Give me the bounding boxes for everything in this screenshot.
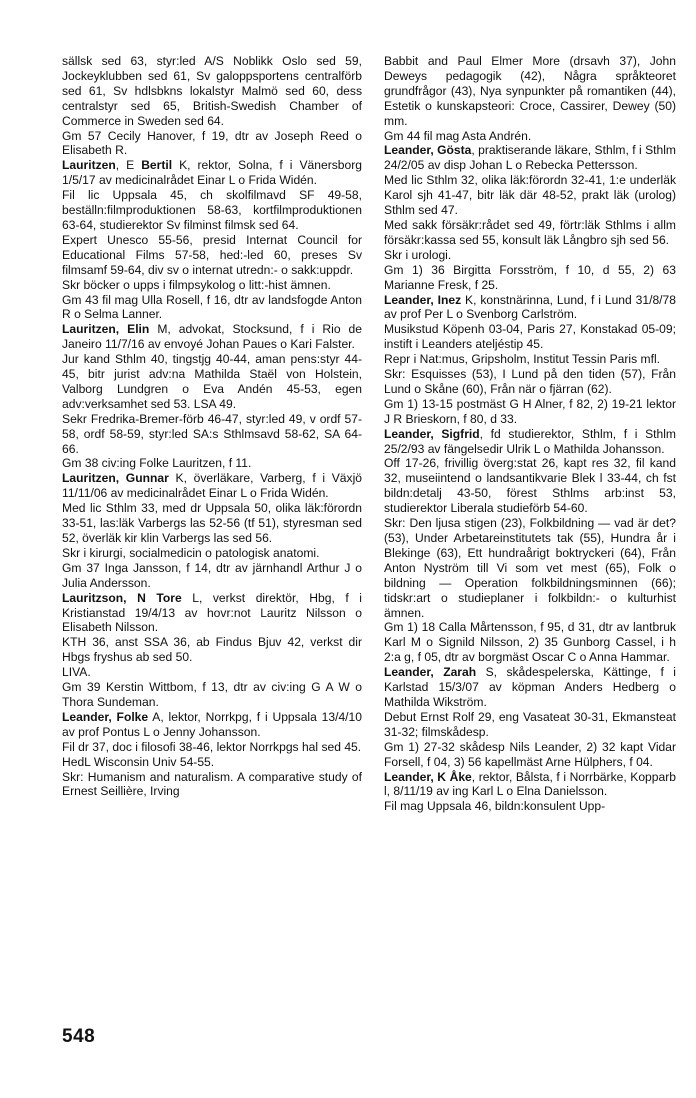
entry-paragraph: Leander, Folke A, lektor, Norrkpg, f i Uppsala 13/4/10 av prof Pontus L o Jenny Johansson.: [62, 709, 362, 739]
entry-paragraph: Fil mag Uppsala 46, bildn:konsulent Upp-: [384, 799, 606, 814]
entry-paragraph: Skr: Esquisses (53), I Lund på den tiden (57), Från Lund o Skåne (60), Från när o fjärran (62).: [384, 367, 676, 396]
entry-paragraph: KTH 36, anst SSA 36, ab Findus Bjuv 42, verkst dir Hbgs fryshus ab sed 50.: [62, 635, 362, 665]
entry-paragraph: Leander, Inez K, konstnärinna, Lund, f i Lund 31/8/78 av prof Per L o Svenborg Carlström.: [384, 292, 676, 322]
entry-paragraph: Fil lic Uppsala 45, ch skolfilmavd SF 49-58, beställn:filmproduktionen 58-63, kortfilmproduktionen 63-64, studierektor Sv filminst filmsk sed 64.: [62, 188, 362, 232]
entry-paragraph: Gm 57 Cecily Hanover, f 19, dtr av Joseph Reed o Elisabeth R.: [62, 128, 362, 158]
entry-paragraph: LIVA.: [62, 665, 91, 680]
entry-paragraph: Gm 43 fil mag Ulla Rosell, f 16, dtr av landsfogde Anton R o Selma Lanner.: [62, 292, 362, 322]
entry-paragraph: Fil dr 37, doc i filosofi 38-46, lektor Norrkpgs hal sed 45.: [62, 739, 362, 754]
entry-paragraph: Gm 44 fil mag Asta Andrén.: [384, 128, 532, 143]
left-column: [62, 54, 362, 799]
entry-paragraph: Skr i urologi.: [384, 247, 452, 262]
entry-paragraph: HedL Wisconsin Univ 54-55.: [62, 754, 215, 769]
entry-paragraph: Med lic Sthlm 33, med dr Uppsala 50, olika läk:förordn 33-51, las:läk Varbergs las 52-56 (tf 51), styresman sed 52, överläk kir klin Varbergs las sed 56.: [62, 501, 362, 545]
entry-paragraph: Skr böcker o upps i filmpsykolog o litt:-hist ämnen.: [62, 277, 331, 292]
entry-paragraph: Lauritzen, Gunnar K, överläkare, Varberg, f i Växjö 11/11/06 av medicinalrådet Einar L o Frida Widén.: [62, 471, 362, 501]
entry-paragraph: Debut Ernst Rolf 29, eng Vasateat 30-31, Ekmansteat 31-32; filmskådesp.: [384, 709, 676, 739]
entry-paragraph: Leander, Gösta, praktiserande läkare, Sthlm, f i Sthlm 24/2/05 av disp Johan L o Rebecka Pettersson.: [384, 143, 676, 173]
entry-paragraph: Gm 1) 27-32 skådesp Nils Leander, 2) 32 kapt Vidar Forsell, f 04, 3) 56 kapellmäst Arne Hülphers, f 04.: [384, 739, 676, 769]
entry-paragraph: Off 17-26, frivillig överg:stat 26, kapt res 32, fil kand 32, museiintend o landsantikvarie Blek l 33-44, ch fst bildn:detalj 43-50, förest Sthlms arb:inst 53, studierektor Liberala studieförb 54-60.: [384, 456, 676, 516]
entry-paragraph: Sekr Fredrika-Bremer-förb 46-47, styr:led 49, v ordf 57-58, ordf 58-59, styr:led SA:s Sthlmsavd 58-62, SA 64-66.: [62, 411, 362, 456]
entry-paragraph: Expert Unesco 55-56, presid Internat Council for Educational Films 57-58, hed:-led 60, preses Sv filmsamf 59-64, div sv o internat utredn:- o sakk:uppdr.: [62, 232, 362, 277]
entry-paragraph: Skr i kirurgi, socialmedicin o patologisk anatomi.: [62, 545, 320, 560]
right-column: [384, 54, 676, 814]
page-number: 548: [62, 1026, 96, 1047]
entry-paragraph: Skr: Humanism and naturalism. A comparative study of Ernest Seillière, Irving: [62, 769, 362, 799]
entry-paragraph: Lauritzen, E Bertil K, rektor, Solna, f i Vänersborg 1/5/17 av medicinalrådet Einar L o Frida Widén.: [62, 158, 362, 188]
entry-paragraph: Leander, Sigfrid, fd studierektor, Sthlm, f i Sthlm 25/2/93 av fängelsedir Ulrik L o Mathilda Johansson.: [384, 426, 676, 456]
entry-paragraph: Leander, K Åke, rektor, Bålsta, f i Norrbärke, Kopparb l, 8/11/19 av ing Karl L o Elna Danielsson.: [384, 769, 676, 799]
entry-paragraph: Skr: Den ljusa stigen (23), Folkbildning — vad är det? (53), Under Arbetareinstitutets tak (55), Hundra år i Blekinge (63), Ett hundraårigt boktryckeri (64), Från Anton Nyström till Vi som vet mest (65), Folk o bildning — Operation folkbildningsminnen (66); tidskr:art o studieplaner i folkbildn:- o kulturhist ämnen.: [384, 516, 676, 620]
entry-paragraph: Jur kand Sthlm 40, tingstjg 40-44, aman pens:styr 44-45, bitr jurist adv:na Mathilda Staël von Holstein, Valborg Lundgren o Eva Andén 45-53, egen adv:verksamhet sed 53. LSA 49.: [62, 352, 362, 411]
entry-paragraph: Lauritzson, N Tore L, verkst direktör, Hbg, f i Kristianstad 19/4/13 av hovr:not Lauritz Nilsson o Elisabeth Nilsson.: [62, 590, 362, 635]
entry-paragraph: Babbit and Paul Elmer More (drsavh 37), John Deweys pedagogik (42), Några språkteoret grundfrågor (43), Nya synpunkter på romantiken (44), Estetik o kunskapsteori: Croce, Cassirer, Dewey (50) mm.: [384, 54, 676, 128]
entry-paragraph: Gm 37 Inga Jansson, f 14, dtr av järnhandl Arthur J o Julia Andersson.: [62, 560, 362, 590]
entry-paragraph: Gm 1) 18 Calla Mårtensson, f 95, d 31, dtr av lantbruk Karl M o Signild Nilsson, 2) 35 Gunborg Cassel, i h 2:a g, f 05, dtr av borgmäst Oscar C o Anna Hammar.: [384, 620, 676, 665]
entry-paragraph: Gm 1) 36 Birgitta Forsström, f 10, d 55, 2) 63 Marianne Fresk, f 25.: [384, 262, 676, 292]
entry-paragraph: Med sakk försäkr:rådet sed 49, förtr:läk Sthlms i allm försäkr:kassa sed 55, konsult läk Långbro sjh sed 56.: [384, 217, 676, 247]
entry-paragraph: Gm 39 Kerstin Wittbom, f 13, dtr av civ:ing G A W o Thora Sundeman.: [62, 680, 362, 709]
entry-paragraph: Gm 1) 13-15 postmäst G H Alner, f 82, 2) 19-21 lektor J R Brieskorn, f 80, d 33.: [384, 396, 676, 426]
entry-paragraph: Lauritzen, Elin M, advokat, Stocksund, f i Rio de Janeiro 11/7/16 av envoyé Johan Paues o Kari Falster.: [62, 322, 363, 352]
entry-paragraph: Gm 38 civ:ing Folke Lauritzen, f 11.: [62, 456, 252, 471]
entry-paragraph: Musikstud Köpenh 03-04, Paris 27, Konstakad 05-09; instift i Leanders ateljéstip 45.: [384, 322, 676, 352]
entry-paragraph: Med lic Sthlm 32, olika läk:förordn 32-41, 1:e underläk Karol sjh 41-47, bitr läk där 48-52, prakt läk (urolog) Sthlm sed 47.: [384, 173, 676, 218]
entry-paragraph: Repr i Nat:mus, Gripsholm, Institut Tessin Paris mfl.: [384, 352, 660, 367]
entry-paragraph: sällsk sed 63, styr:led A/S Noblikk Oslo sed 59, Jockeyklubben sed 61, Sv galoppsportens centralförb sed 61, Sv hdlsbkns lokalstyr Malmö sed 60, dess centralstyr sed 65, British-Swedish Chamber of Commerce in Sweden sed 64.: [62, 54, 362, 128]
entry-paragraph: Leander, Zarah S, skådespelerska, Kättinge, f i Karlstad 15/3/07 av köpman Anders Hedberg o Mathilda Wikström.: [384, 665, 676, 709]
